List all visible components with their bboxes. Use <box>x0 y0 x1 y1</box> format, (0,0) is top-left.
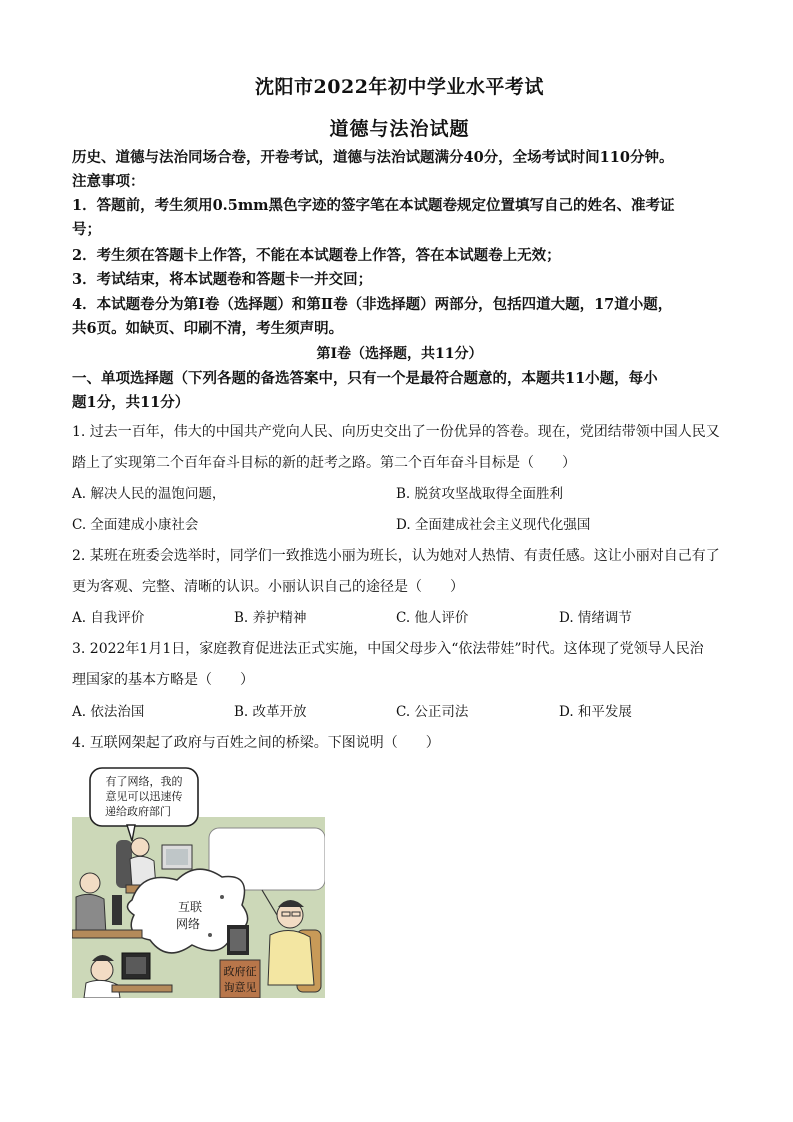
notice-heading: 注意事项： <box>72 173 145 190</box>
question-1-stem-line-2: 踏上了实现第二个百年奋斗目标的新的赶考之路。第二个百年奋斗目标是（ ） <box>72 455 576 471</box>
question-1-option-c[interactable]: C. 全面建成小康社会 <box>72 517 199 533</box>
notice-item-3: 3．考试结束，将本试题卷和答题卡一并交回； <box>72 271 373 288</box>
volume-title: 第Ⅰ卷（选择题，共11分） <box>316 346 483 362</box>
speech-text-2: 意见可以迅速传 <box>105 790 183 803</box>
part-heading-line-2: 题1分，共11分） <box>72 394 190 411</box>
question-2-option-a[interactable]: A. 自我评价 <box>72 610 145 626</box>
question-2-option-b[interactable]: B. 养护精神 <box>234 610 307 626</box>
instructions-intro: 历史、道德与法治同场合卷，开卷考试，道德与法治试题满分40分，全场考试时间110分钟。 <box>72 149 674 166</box>
question-2-option-d[interactable]: D. 情绪调节 <box>559 610 632 626</box>
speech-text-3: 递给政府部门 <box>105 805 171 818</box>
question-3-option-b[interactable]: B. 改革开放 <box>234 704 307 720</box>
sign-text-1: 政府征 <box>223 965 257 978</box>
notice-item-4-line-1: 4．本试题卷分为第Ⅰ卷（选择题）和第Ⅱ卷（非选择题）两部分，包括四道大题，17道小题， <box>72 296 673 313</box>
question-1-stem-line-1: 1. 过去一百年，伟大的中国共产党向人民、向历史交出了一份优异的答卷。现在，党团结带领中国人民又 <box>72 424 720 440</box>
cloud-text-1: 互联 <box>177 900 203 914</box>
question-1-option-d[interactable]: D. 全面建成社会主义现代化强国 <box>396 517 591 533</box>
question-3-option-c[interactable]: C. 公正司法 <box>396 704 469 720</box>
cloud-text-2: 网络 <box>175 917 201 931</box>
question-3-option-d[interactable]: D. 和平发展 <box>559 704 632 720</box>
internet-government-cartoon <box>72 765 325 998</box>
sign-text-2: 询意见 <box>223 981 257 994</box>
notice-item-4-line-2: 共6页。如缺页、印刷不清，考生须声明。 <box>72 320 344 337</box>
question-1-option-b[interactable]: B. 脱贫攻坚战取得全面胜利 <box>396 486 564 502</box>
question-2-option-c[interactable]: C. 他人评价 <box>396 610 469 626</box>
question-2-stem-line-2: 更为客观、完整、清晰的认识。小丽认识自己的途径是（ ） <box>72 579 464 595</box>
question-3-stem-line-2: 理国家的基本方略是（ ） <box>72 672 254 688</box>
question-2-stem-line-1: 2. 某班在班委会选举时，同学们一致推选小丽为班长，认为她对人热情、有责任感。这让小丽对自己有了 <box>72 548 720 564</box>
exam-subtitle: 道德与法治试题 <box>329 118 470 140</box>
part-heading-line-1: 一、单项选择题（下列各题的备选答案中，只有一个是最符合题意的，本题共11小题，每小 <box>72 370 658 387</box>
exam-title: 沈阳市2022年初中学业水平考试 <box>255 76 544 98</box>
speech-text-1: 有了网络，我的 <box>105 775 183 788</box>
question-3-stem-line-1: 3. 2022年1月1日，家庭教育促进法正式实施，中国父母步入“依法带娃”时代。这体现了党领导人民治 <box>72 641 704 657</box>
question-1-option-a[interactable]: A. 解决人民的温饱问题， <box>72 486 226 502</box>
government-sign <box>220 960 260 998</box>
question-4-stem: 4. 互联网架起了政府与百姓之间的桥梁。下图说明（ ） <box>72 735 440 751</box>
notice-item-2: 2．考生须在答题卡上作答，不能在本试题卷上作答，答在本试题卷上无效； <box>72 247 561 264</box>
notice-item-1-line-1: 1．答题前，考生须用0.5mm黑色字迹的签字笔在本试题卷规定位置填写自己的姓名、准考证 <box>72 197 675 214</box>
question-3-option-a[interactable]: A. 依法治国 <box>72 704 145 720</box>
notice-item-1-line-2: 号； <box>72 221 101 238</box>
